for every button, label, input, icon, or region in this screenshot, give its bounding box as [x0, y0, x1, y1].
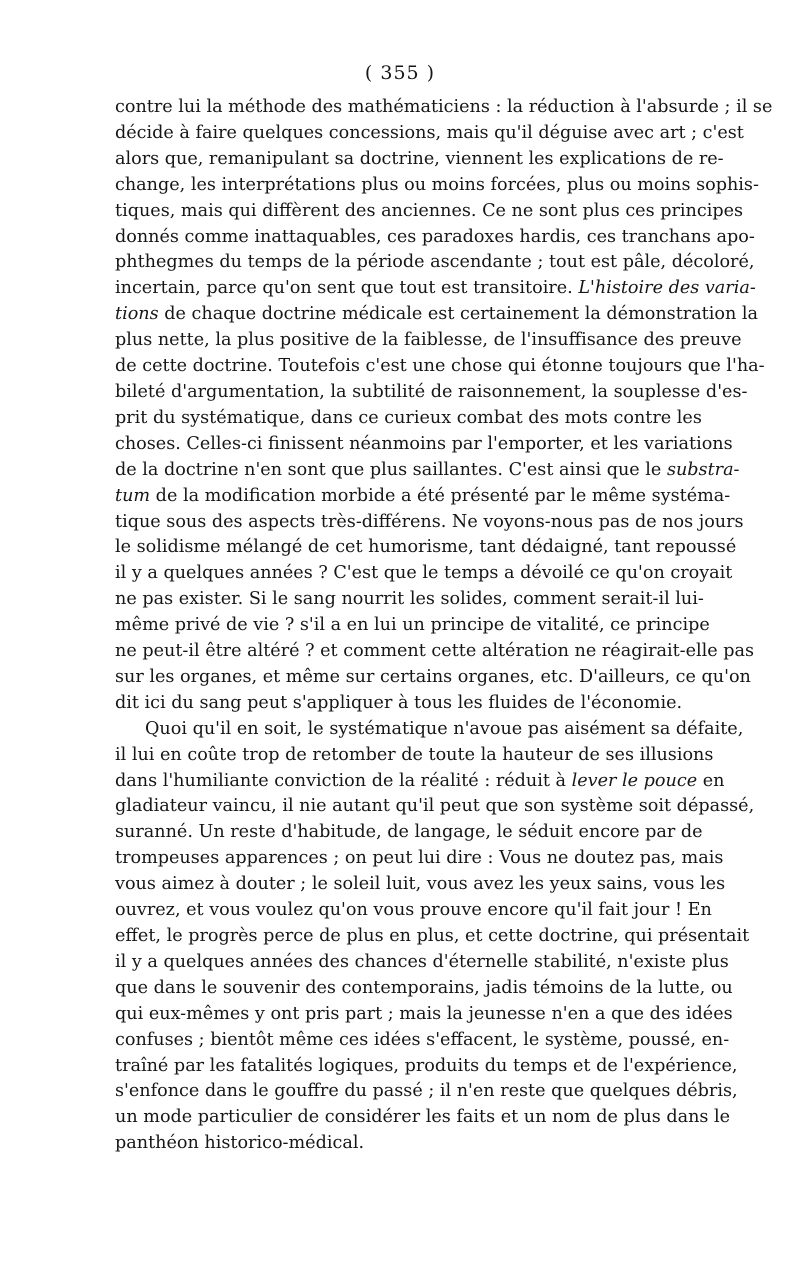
text-line	[115, 820, 703, 846]
text-segment: suranné. Un reste d'habitude, de langage, le séduit encore par de	[115, 822, 703, 843]
text-segment: effet, le progrès perce de plus en plus, et cette doctrine, qui présentait	[115, 926, 750, 946]
text-line	[115, 1054, 738, 1080]
italic-text: lever le pouce	[571, 770, 698, 791]
text-segment: ne peut-il être altéré ? et comment cette altération ne réagirait-elle pas	[115, 641, 755, 662]
text-segment: plus nette, la plus positive de la faiblesse, de l'insuffisance des preuve	[115, 330, 742, 351]
text-segment: de la modification morbide a été présenté par le même systéma-	[150, 485, 731, 506]
text-segment: contre lui la méthode des mathématiciens : la réduction à l'absurde ; il se	[115, 97, 773, 117]
text-line	[115, 121, 744, 147]
text-segment: dit ici du sang peut s'appliquer à tous les fluides de l'économie.	[115, 692, 683, 713]
text-line	[115, 432, 733, 458]
text-line	[115, 458, 740, 484]
text-segment: prit du systématique, dans ce curieux combat des mots contre les	[115, 407, 702, 428]
text-segment: incertain, parce qu'on sent que tout est transitoire.	[115, 278, 579, 299]
page-number: ( 355 )	[364, 62, 436, 84]
text-line	[115, 510, 744, 536]
text-line	[115, 743, 714, 769]
text-line	[115, 1028, 730, 1054]
text-line	[115, 691, 687, 717]
text-segment: sur les organes, et même sur certains organes, etc. D'ailleurs, ce qu'on	[115, 666, 751, 687]
text-segment: un mode particulier de considérer les faits et un nom de plus dans le	[115, 1107, 731, 1128]
text-line	[115, 328, 742, 354]
text-line	[115, 717, 744, 743]
text-line	[115, 950, 729, 976]
text-segment: que dans le souvenir des contemporains, jadis témoins de la lutte, ou	[115, 977, 733, 998]
italic-text: substra-	[666, 459, 740, 480]
text-line	[115, 354, 765, 380]
text-line	[115, 976, 733, 1002]
text-segment: gladiateur vaincu, il nie autant qu'il peut que son système soit dépassé,	[115, 796, 755, 817]
text-line	[115, 225, 755, 251]
text-line	[115, 95, 773, 121]
text-line	[115, 1105, 731, 1131]
text-line	[115, 1079, 738, 1105]
text-line	[115, 484, 731, 510]
text-segment: s'enfonce dans le gouffre du passé ; il n'en reste que quelques débris,	[115, 1081, 738, 1102]
paragraph	[115, 717, 755, 1157]
text-line	[115, 898, 712, 924]
paragraph	[115, 95, 773, 717]
text-segment: en	[697, 770, 725, 791]
text-segment: trompeuses apparences ; on peut lui dire : Vous ne doutez pas, mais	[115, 848, 724, 869]
text-line	[115, 561, 733, 587]
text-segment: confuses ; bientôt même ces idées s'effacent, le système, poussé, en-	[115, 1029, 730, 1050]
text-line	[115, 639, 755, 665]
text-segment: tiques, mais qui diffèrent des anciennes. Ce ne sont plus ces principes	[115, 200, 744, 221]
text-segment: change, les interprétations plus ou moins forcées, plus ou moins sophis-	[115, 174, 759, 195]
text-segment: choses. Celles-ci finissent néanmoins par l'emporter, et les variations	[115, 433, 733, 454]
text-segment: dans l'humiliante conviction de la réalité : réduit à	[115, 770, 572, 791]
italic-text: L'histoire des varia-	[578, 278, 756, 299]
text-line	[115, 872, 726, 898]
text-line	[115, 613, 710, 639]
text-line	[115, 924, 750, 950]
text-segment: même privé de vie ? s'il a en lui un principe de vitalité, ce principe	[115, 615, 710, 636]
text-segment: qui eux-mêmes y ont pris part ; mais la jeunesse n'en a que des idées	[115, 1003, 733, 1024]
text-line	[115, 846, 724, 872]
text-segment: il lui en coûte trop de retomber de toute la hauteur de ses illusions	[115, 744, 714, 765]
text-line	[115, 302, 759, 328]
text-segment: de cette doctrine. Toutefois c'est une chose qui étonne toujours que l'ha-	[115, 356, 765, 377]
text-segment: tique sous des aspects très-différens. Ne voyons-nous pas de nos jours	[115, 511, 744, 532]
text-line	[115, 147, 724, 173]
text-segment: alors que, remanipulant sa doctrine, viennent les explications de re-	[115, 148, 724, 169]
text-line	[115, 380, 748, 406]
text-segment: de chaque doctrine médicale est certainement la démonstration la	[158, 304, 759, 325]
text-segment: traîné par les fatalités logiques, produits du temps et de l'expérience,	[115, 1055, 738, 1076]
text-segment: vous aimez à douter ; le soleil luit, vous avez les yeux sains, vous les	[115, 874, 726, 895]
text-line	[115, 769, 725, 795]
text-line	[115, 173, 759, 199]
text-segment: il y a quelques années ? C'est que le temps a dévoilé ce qu'on croyait	[115, 563, 733, 584]
text-line	[115, 199, 744, 225]
body-text	[115, 95, 773, 1157]
italic-text: tions	[115, 304, 159, 325]
text-segment: phthegmes du temps de la période ascendante ; tout est pâle, décoloré,	[115, 252, 755, 273]
text-segment: le solidisme mélangé de cet humorisme, tant dédaigné, tant repoussé	[115, 537, 737, 558]
text-segment: bileté d'argumentation, la subtilité de raisonnement, la souplesse d'es-	[115, 381, 748, 402]
text-line	[115, 276, 756, 302]
text-segment: ouvrez, et vous voulez qu'on vous prouve encore qu'il fait jour ! En	[115, 900, 712, 921]
text-segment: panthéon historico-médical.	[115, 1133, 365, 1154]
text-line	[115, 587, 704, 613]
text-line	[115, 406, 702, 432]
text-segment: il y a quelques années des chances d'éternelle stabilité, n'existe plus	[115, 951, 729, 972]
text-segment: ne pas exister. Si le sang nourrit les solides, comment serait-il lui-	[115, 589, 704, 610]
text-segment: de la doctrine n'en sont que plus saillantes. C'est ainsi que le	[115, 459, 667, 480]
text-line	[115, 535, 737, 561]
text-line	[115, 794, 755, 820]
text-segment: décide à faire quelques concessions, mais qu'il déguise avec art ; c'est	[115, 122, 744, 143]
text-line	[115, 250, 755, 276]
text-segment: donnés comme inattaquables, ces paradoxes hardis, ces tranchans apo-	[115, 226, 755, 247]
text-line	[115, 1002, 733, 1028]
text-segment: Quoi qu'il en soit, le systématique n'avoue pas aisément sa défaite,	[145, 718, 744, 739]
italic-text: tum	[115, 485, 151, 506]
text-line	[115, 665, 751, 691]
text-line	[115, 1131, 687, 1157]
